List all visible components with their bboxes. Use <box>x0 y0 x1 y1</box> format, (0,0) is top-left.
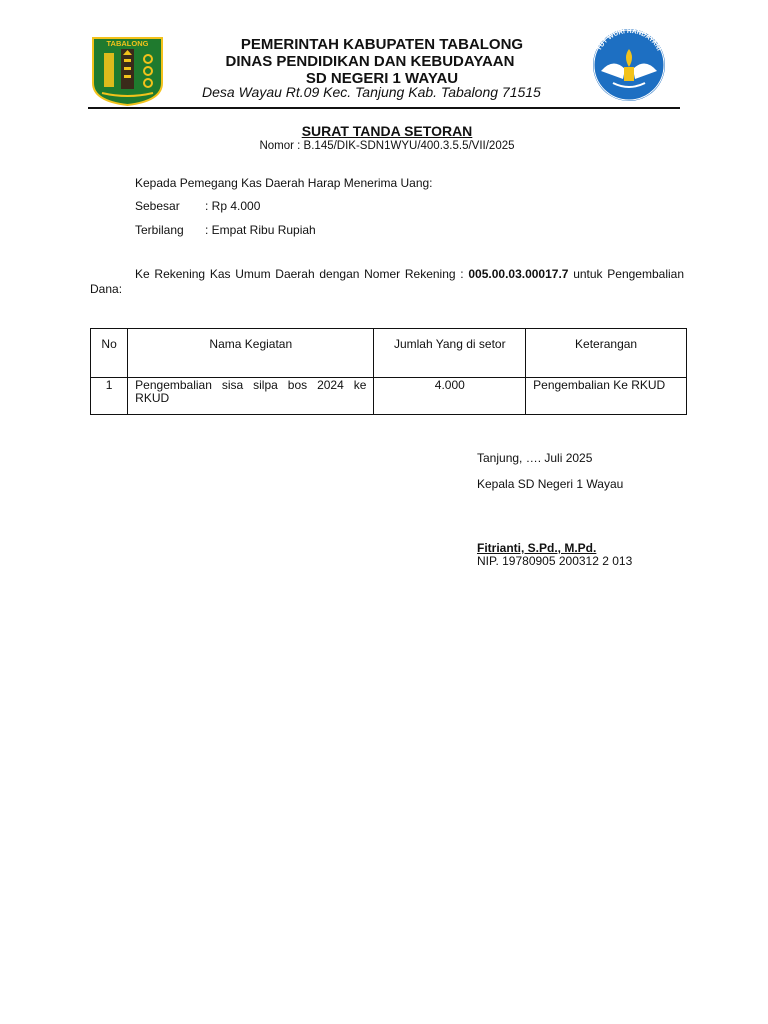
amount-value: : Rp 4.000 <box>205 199 261 213</box>
row-amount: 4.000 <box>374 378 526 415</box>
account-number: 005.00.03.00017.7 <box>468 267 569 281</box>
intro-text: Kepada Pemegang Kas Daerah Harap Menerima Uang: <box>135 176 433 190</box>
amount-in-words-value: : Empat Ribu Rupiah <box>205 223 316 237</box>
column-header-activity: Nama Kegiatan <box>128 329 374 378</box>
right-logo-text: TUT WURI HANDAYANI <box>595 27 663 53</box>
signature-nip: NIP. 19780905 200312 2 013 <box>477 554 633 568</box>
paragraph-tail: untuk Pengembalian Dana: <box>90 267 684 296</box>
table-row <box>91 378 687 415</box>
letterhead-government: PEMERINTAH KABUPATEN TABALONG <box>240 36 524 53</box>
signature-role: Kepala SD Negeri 1 Wayau <box>477 477 624 491</box>
signature-name: Fitrianti, S.Pd., M.Pd. <box>477 541 597 555</box>
letterhead-divider <box>88 107 680 109</box>
signature-place-date: Tanjung, …. Juli 2025 <box>477 451 593 465</box>
column-header-no: No <box>91 329 128 378</box>
letterhead-school: SD NEGERI 1 WAYAU <box>305 70 459 87</box>
table-header-row <box>91 329 687 378</box>
amount-in-words-label: Terbilang <box>135 223 184 237</box>
column-header-remarks: Keterangan <box>526 329 687 378</box>
tut-wuri-handayani-icon <box>583 27 675 103</box>
row-activity: Pengembalian sisa silpa bos 2024 ke RKUD <box>128 378 374 415</box>
row-no: 1 <box>91 378 128 415</box>
amount-label: Sebesar <box>135 199 180 213</box>
row-remarks: Pengembalian Ke RKUD <box>526 378 687 415</box>
account-paragraph <box>90 267 684 297</box>
document-title: SURAT TANDA SETORAN <box>301 123 473 139</box>
deposit-table <box>90 328 687 415</box>
column-header-amount: Jumlah Yang di setor <box>374 329 526 378</box>
amount-row <box>135 199 260 213</box>
document-number: Nomor : B.145/DIK-SDN1WYU/400.3.5.5/VII/2025 <box>259 140 515 152</box>
paragraph-lead: Ke Rekening Kas Umum Daerah dengan Nomer Rekening : <box>135 267 469 281</box>
left-logo-text: TABALONG <box>106 39 149 48</box>
letterhead-department: DINAS PENDIDIKAN DAN KEBUDAYAAN <box>225 53 515 70</box>
amount-in-words-row <box>135 223 316 237</box>
letterhead-address: Desa Wayau Rt.09 Kec. Tanjung Kab. Tabalong 71515 <box>202 84 541 100</box>
